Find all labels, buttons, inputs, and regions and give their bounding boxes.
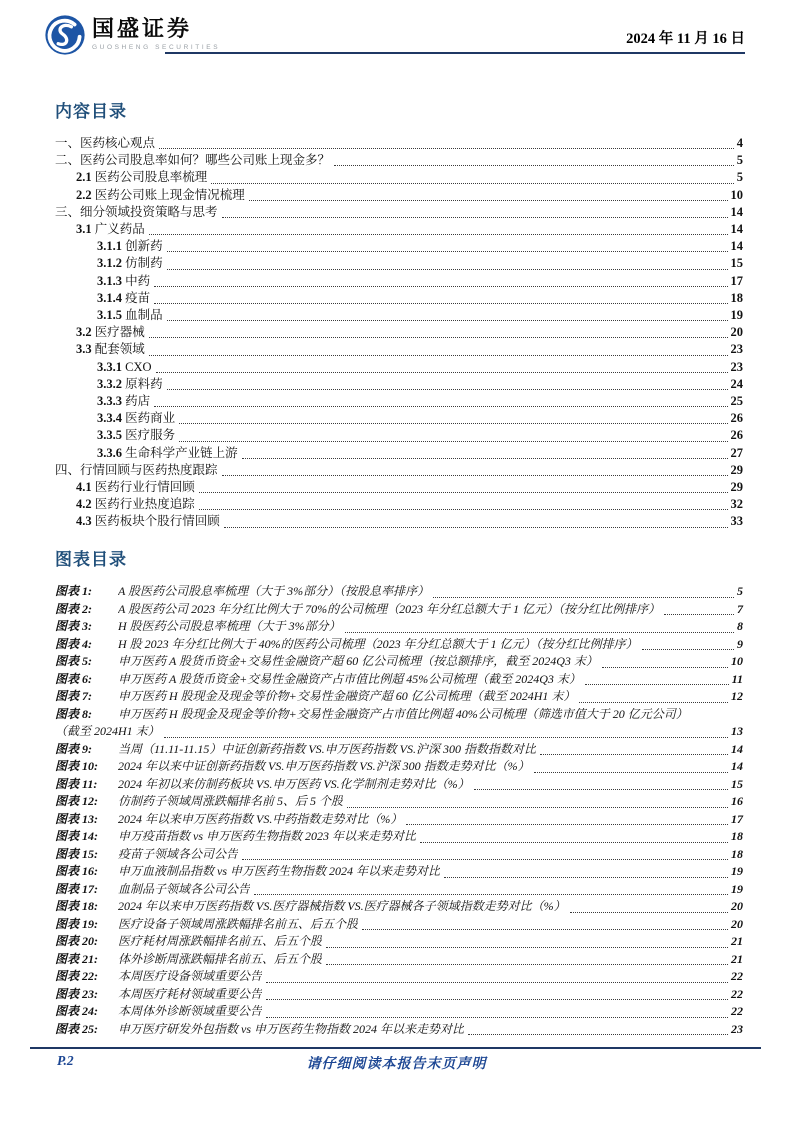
figure-entry-title: 2024 年以来申万医药指数 VS.医疗器械指数 VS.医疗器械各子领域指数走势对比（%） xyxy=(118,899,566,913)
toc-entry-label: 三、细分领域投资策略与思考 xyxy=(55,204,218,219)
toc-entry[interactable] xyxy=(55,290,743,307)
figure-entry-number: 图表 11: xyxy=(55,776,98,791)
dot-leader xyxy=(164,737,728,738)
toc-entry[interactable] xyxy=(55,307,743,324)
dot-leader xyxy=(242,458,728,459)
figure-entry-page: 22 xyxy=(731,969,743,983)
figure-entry-number: 图表 23: xyxy=(55,986,98,1001)
toc-entry-page: 14 xyxy=(730,239,743,254)
figures-title: 图表目录 xyxy=(55,550,127,569)
figure-entry-page: 14 xyxy=(731,759,743,773)
figure-entry-number: 图表 25: xyxy=(55,1021,98,1036)
figures-section xyxy=(55,548,743,1038)
dot-leader xyxy=(199,509,728,510)
dot-leader xyxy=(362,929,728,930)
figure-entry-title: 申万医药 H 股现金及现金等价物+交易性金融资产超 60 亿公司梳理（截至 2024H1 末） xyxy=(118,689,576,703)
figure-entry-page: 18 xyxy=(731,829,743,843)
contents-title: 内容目录 xyxy=(55,102,127,121)
toc-entry[interactable] xyxy=(55,496,743,513)
footer-disclaimer: 请仔细阅读本报告末页声明 xyxy=(306,1057,487,1072)
toc-entry-page: 17 xyxy=(730,273,743,288)
toc-entry[interactable] xyxy=(55,273,743,290)
figure-entry-number: 图表 22: xyxy=(55,969,98,983)
toc-entry-page: 15 xyxy=(730,256,743,271)
toc-entry-page: 5 xyxy=(736,170,743,185)
figure-entry-number: 图表 3: xyxy=(55,619,92,633)
footer-page-number: P.2 xyxy=(57,1053,74,1068)
figure-entry[interactable] xyxy=(55,933,743,951)
dot-leader xyxy=(347,807,728,808)
figure-entry-page: 23 xyxy=(731,1021,743,1036)
figure-entry-number: 图表 14: xyxy=(55,829,98,843)
toc-entry[interactable] xyxy=(55,445,743,462)
toc-entry-label: 四、行情回顾与医药热度跟踪 xyxy=(55,462,218,477)
dot-leader xyxy=(249,200,728,201)
dot-leader xyxy=(179,423,727,424)
figure-entry-page: 15 xyxy=(731,776,743,791)
figure-entry-number: 图表 13: xyxy=(55,811,98,826)
toc-entry-label: 3.3.5 医疗服务 xyxy=(97,428,176,443)
dot-leader xyxy=(420,842,728,843)
figure-entry[interactable] xyxy=(55,846,743,864)
toc-entry-label: 3.3.3 药店 xyxy=(97,394,151,409)
figure-entry[interactable] xyxy=(55,706,743,724)
toc-entry-label: 3.3.6 生命科学产业链上游 xyxy=(97,445,238,460)
toc-entry-page: 29 xyxy=(730,480,743,495)
dot-leader xyxy=(242,859,728,860)
figure-entry-number: 图表 17: xyxy=(55,881,98,896)
dot-leader xyxy=(334,165,734,166)
figure-entry-page: 13 xyxy=(731,724,743,738)
figure-entry[interactable] xyxy=(55,653,743,671)
figure-entry[interactable] xyxy=(55,636,743,654)
toc-entry-page: 20 xyxy=(730,325,743,340)
figure-entry-page: 18 xyxy=(731,846,743,861)
figure-entry-title: 申万医药 A 股货币资金+交易性金融资产占市值比例超 45%公司梳理（截至 2024Q3 末） xyxy=(118,671,581,686)
header-divider xyxy=(165,52,745,54)
toc-entry-page: 14 xyxy=(730,204,743,219)
figure-entry-number: 图表 24: xyxy=(55,1004,98,1018)
toc-entry[interactable] xyxy=(55,410,743,427)
toc-entry-label: 3.1.1 创新药 xyxy=(97,239,163,254)
figure-entry-number: 图表 19: xyxy=(55,916,98,931)
dot-leader xyxy=(167,269,728,270)
dot-leader xyxy=(254,894,728,895)
dot-leader xyxy=(156,372,728,373)
figure-entry-page: 19 xyxy=(731,864,743,878)
figure-entry[interactable] xyxy=(55,583,743,601)
toc-entry-page: 23 xyxy=(730,342,743,357)
figure-entry-number: 图表 21: xyxy=(55,951,98,966)
figure-entry[interactable] xyxy=(55,811,743,829)
dot-leader xyxy=(266,999,728,1000)
dot-leader xyxy=(585,684,729,685)
toc-entry-page: 18 xyxy=(730,290,743,305)
toc-entry-page: 27 xyxy=(730,445,743,460)
figure-entry[interactable] xyxy=(55,601,743,619)
figure-entry[interactable] xyxy=(55,828,743,846)
figure-entry[interactable] xyxy=(55,898,743,916)
toc-entry[interactable] xyxy=(55,513,743,530)
toc-entry[interactable] xyxy=(55,187,743,204)
toc-entry[interactable] xyxy=(55,462,743,479)
dot-leader xyxy=(149,355,728,356)
figure-entry[interactable] xyxy=(55,723,743,741)
dot-leader xyxy=(474,789,728,790)
figure-entry-page: 21 xyxy=(731,951,743,966)
dot-leader xyxy=(468,1034,728,1035)
figure-entry-number: 图表 18: xyxy=(55,899,98,913)
toc-entry-label: 3.3.2 原料药 xyxy=(97,376,163,391)
toc-entry[interactable] xyxy=(55,135,743,152)
dot-leader xyxy=(154,406,727,407)
dot-leader xyxy=(167,251,728,252)
toc-entry-page: 26 xyxy=(730,411,743,426)
figure-entry[interactable] xyxy=(55,968,743,986)
toc-entry-label: 4.2 医药行业热度追踪 xyxy=(76,497,195,512)
figure-entry[interactable] xyxy=(55,688,743,706)
dot-leader xyxy=(154,286,727,287)
figure-entry-title: （截至 2024H1 末） xyxy=(55,724,160,738)
figure-entry-page: 8 xyxy=(737,619,743,633)
toc-entry-page: 19 xyxy=(730,308,743,323)
figure-entry-title: H 股 2023 年分红比例大于 40%的医药公司梳理（2023 年分红总额大于 1 亿元）（按分红比例排序） xyxy=(118,636,638,651)
dot-leader xyxy=(345,632,734,633)
contents-section xyxy=(55,100,743,531)
toc-entry-page: 5 xyxy=(736,153,743,168)
dot-leader xyxy=(224,527,728,528)
figure-entry-page: 5 xyxy=(737,584,743,598)
brand-logo xyxy=(44,14,220,56)
dot-leader xyxy=(211,183,733,184)
figure-entry-title: A 股医药公司 2023 年分红比例大于 70%的公司梳理（2023 年分红总额大于 1 亿元）（按分红比例排序） xyxy=(118,601,661,616)
dot-leader xyxy=(579,702,728,703)
dot-leader xyxy=(222,217,728,218)
figure-entry-title: 医疗耗材周涨跌幅排名前五、后五个股 xyxy=(118,934,323,948)
figure-entry-title: 本周医疗设备领域重要公告 xyxy=(118,969,263,983)
figure-entry-number: 图表 4: xyxy=(55,636,92,651)
toc-entry-page: 24 xyxy=(730,376,743,391)
figure-entry-number: 图表 9: xyxy=(55,741,92,756)
figure-entry[interactable] xyxy=(55,863,743,881)
figure-entry-title: 当周（11.11-11.15）中证创新药指数 VS.申万医药指数 VS.沪深 300 指数指数对比 xyxy=(118,741,536,756)
figure-entry[interactable] xyxy=(55,776,743,794)
figure-entry-page: 16 xyxy=(731,794,743,808)
figure-entry-page: 22 xyxy=(731,986,743,1001)
dot-leader xyxy=(664,614,734,615)
figure-entry-page: 12 xyxy=(731,689,743,703)
dot-leader xyxy=(540,754,728,755)
toc-entry-page: 25 xyxy=(730,394,743,409)
figure-entry[interactable] xyxy=(55,986,743,1004)
brand-name: 国盛证券 xyxy=(92,16,193,41)
toc-entry[interactable] xyxy=(55,341,743,358)
toc-entry-page: 29 xyxy=(730,462,743,477)
toc-entry-label: 一、医药核心观点 xyxy=(55,136,156,150)
toc-entry-page: 23 xyxy=(730,359,743,374)
contents-list xyxy=(55,135,743,531)
toc-entry-label: 3.3 配套领域 xyxy=(76,342,145,357)
figure-entry-page: 7 xyxy=(737,601,743,616)
toc-entry-label: 3.3.4 医药商业 xyxy=(97,411,176,426)
report-date: 2024 年 11 月 16 日 xyxy=(626,31,745,47)
figure-entry-title: H 股医药公司股息率梳理（大于 3%部分） xyxy=(118,619,341,633)
toc-entry[interactable] xyxy=(55,376,743,393)
dot-leader xyxy=(149,234,728,235)
dot-leader xyxy=(167,389,728,390)
dot-leader xyxy=(266,1017,728,1018)
toc-entry-page: 26 xyxy=(730,428,743,443)
toc-entry-label: 3.2 医疗器械 xyxy=(76,325,145,340)
figure-entry-number: 图表 10: xyxy=(55,759,98,773)
toc-entry-page: 4 xyxy=(736,136,743,150)
figure-entry-number: 图表 20: xyxy=(55,934,98,948)
toc-entry[interactable] xyxy=(55,324,743,341)
toc-entry[interactable] xyxy=(55,221,743,238)
figure-entry-page: 20 xyxy=(731,899,743,913)
figure-entry-title: 申万医药 H 股现金及现金等价物+交易性金融资产占市值比例超 40%公司梳理（筛选市值大于 20 亿元公司） xyxy=(118,706,688,721)
figure-entry-title: 申万医药 A 股货币资金+交易性金融资产超 60 亿公司梳理（按总额排序，截至 2024Q3 末） xyxy=(118,654,598,668)
figure-entry-title: 2024 年初以来仿制药板块 VS.申万医药 VS.化学制剂走势对比（%） xyxy=(118,776,470,791)
dot-leader xyxy=(266,982,728,983)
figure-entry-page: 17 xyxy=(731,811,743,826)
brand-name-en: GUOSHENG SECURITIES xyxy=(92,44,221,51)
toc-entry-label: 2.1 医药公司股息率梳理 xyxy=(76,170,208,185)
figure-entry-number: 图表 6: xyxy=(55,671,92,686)
toc-entry[interactable] xyxy=(55,427,743,444)
figure-entry[interactable] xyxy=(55,671,743,689)
toc-entry-page: 10 xyxy=(730,187,743,202)
toc-entry-label: 3.3.1 CXO xyxy=(97,359,152,374)
figure-entry-number: 图表 1: xyxy=(55,584,92,598)
figure-entry-title: 仿制药子领域周涨跌幅排名前 5、后 5 个股 xyxy=(118,794,344,808)
toc-entry[interactable] xyxy=(55,393,743,410)
dot-leader xyxy=(433,597,734,598)
toc-entry-label: 二、医药公司股息率如何？哪些公司账上现金多？ xyxy=(55,153,331,168)
toc-entry[interactable] xyxy=(55,255,743,272)
toc-entry[interactable] xyxy=(55,479,743,496)
dot-leader xyxy=(602,667,728,668)
figure-entry-page: 10 xyxy=(731,654,743,668)
dot-leader xyxy=(326,947,728,948)
dot-leader xyxy=(534,772,728,773)
dot-leader xyxy=(642,649,734,650)
footer-divider xyxy=(30,1047,761,1049)
toc-entry-label: 2.2 医药公司账上现金情况梳理 xyxy=(76,187,245,202)
figure-entry[interactable] xyxy=(55,916,743,934)
dot-leader xyxy=(222,475,728,476)
figure-entry-number: 图表 15: xyxy=(55,846,98,861)
dot-leader xyxy=(167,320,728,321)
figure-entry[interactable] xyxy=(55,758,743,776)
dot-leader xyxy=(444,877,728,878)
toc-entry-page: 14 xyxy=(730,222,743,237)
dot-leader xyxy=(149,337,728,338)
figure-entry[interactable] xyxy=(55,1021,743,1039)
figure-entry-title: 申万血液制品指数 vs 申万医药生物指数 2024 年以来走势对比 xyxy=(118,864,440,878)
figure-entry[interactable] xyxy=(55,881,743,899)
dot-leader xyxy=(326,964,728,965)
toc-entry[interactable] xyxy=(55,204,743,221)
figure-entry-page: 9 xyxy=(737,636,743,651)
guosheng-logo-icon xyxy=(44,14,86,56)
toc-entry-label: 4.1 医药行业行情回顾 xyxy=(76,480,195,495)
figure-entry-title: 体外诊断周涨跌幅排名前五、后五个股 xyxy=(118,951,323,966)
toc-entry-page: 32 xyxy=(730,497,743,512)
figure-entry[interactable] xyxy=(55,741,743,759)
figure-entry-page: 22 xyxy=(731,1004,743,1018)
toc-entry-label: 3.1.3 中药 xyxy=(97,273,151,288)
toc-entry-label: 4.3 医药板块个股行情回顾 xyxy=(76,514,220,529)
figure-entry-title: 2024 年以来申万医药指数 VS.中药指数走势对比（%） xyxy=(118,811,403,826)
figure-entry-title: 申万医疗研发外包指数 vs 申万医药生物指数 2024 年以来走势对比 xyxy=(118,1021,464,1036)
figure-entry-title: 疫苗子领域各公司公告 xyxy=(118,846,239,861)
figure-entry-title: 医疗设备子领域周涨跌幅排名前五、后五个股 xyxy=(118,916,359,931)
toc-entry[interactable] xyxy=(55,359,743,376)
dot-leader xyxy=(199,492,728,493)
toc-entry-label: 3.1.4 疫苗 xyxy=(97,290,151,305)
figure-entry-number: 图表 8: xyxy=(55,706,92,721)
dot-leader xyxy=(159,148,734,149)
dot-leader xyxy=(570,912,728,913)
figure-entry-number: 图表 12: xyxy=(55,794,98,808)
toc-entry-label: 3.1.2 仿制药 xyxy=(97,256,163,271)
figure-entry-title: 血制品子领域各公司公告 xyxy=(118,881,251,896)
figure-entry-page: 11 xyxy=(731,671,743,686)
dot-leader xyxy=(179,441,727,442)
figure-entry-title: 2024 年以来中证创新药指数 VS.申万医药指数 VS.沪深 300 指数走势对比（%） xyxy=(118,759,530,773)
toc-entry-label: 3.1.5 血制品 xyxy=(97,308,163,323)
toc-entry[interactable] xyxy=(55,152,743,169)
figure-entry[interactable] xyxy=(55,793,743,811)
figure-entry-page: 19 xyxy=(731,881,743,896)
figure-entry-page: 21 xyxy=(731,934,743,948)
figure-entry-title: 本周体外诊断领域重要公告 xyxy=(118,1004,263,1018)
figure-entry-number: 图表 7: xyxy=(55,689,92,703)
figure-entry-title: 本周医疗耗材领域重要公告 xyxy=(118,986,263,1001)
figure-entry-page: 20 xyxy=(731,916,743,931)
figures-list xyxy=(55,583,743,1038)
figure-entry-number: 图表 16: xyxy=(55,864,98,878)
figure-entry[interactable] xyxy=(55,1003,743,1021)
figure-entry-number: 图表 2: xyxy=(55,601,92,616)
figure-entry[interactable] xyxy=(55,618,743,636)
toc-entry-page: 33 xyxy=(730,514,743,529)
figure-entry-page: 14 xyxy=(731,741,743,756)
figure-entry[interactable] xyxy=(55,951,743,969)
dot-leader xyxy=(406,824,728,825)
toc-entry-label: 3.1 广义药品 xyxy=(76,222,145,237)
toc-entry[interactable] xyxy=(55,169,743,186)
figure-entry-title: 申万疫苗指数 vs 申万医药生物指数 2023 年以来走势对比 xyxy=(118,829,416,843)
dot-leader xyxy=(154,303,727,304)
figure-entry-title: A 股医药公司股息率梳理（大于 3%部分）（按股息率排序） xyxy=(118,584,430,598)
figure-entry-number: 图表 5: xyxy=(55,654,92,668)
toc-entry[interactable] xyxy=(55,238,743,255)
